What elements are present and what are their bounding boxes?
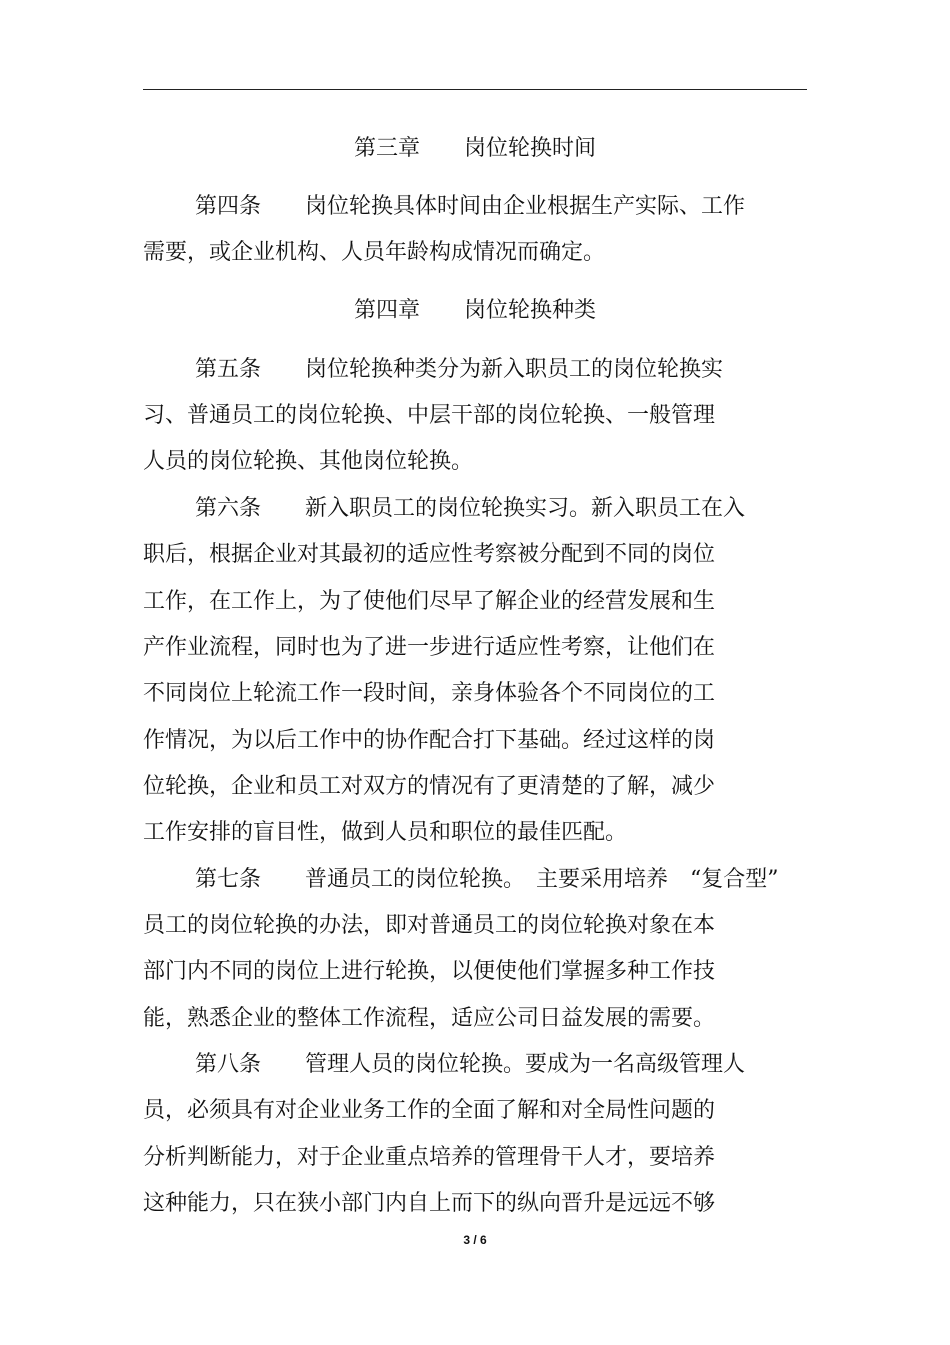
page-number: 3 / 6 <box>463 1233 487 1247</box>
article-6-line: 工作安排的盲目性，做到人员和职位的最佳匹配。 <box>143 820 628 845</box>
article-8-line: 这种能力，只在狭小部门内自上而下的纵向晋升是远远不够 <box>143 1191 716 1216</box>
article-7-line: 部门内不同的岗位上进行轮换，以便使他们掌握多种工作技 <box>143 959 716 984</box>
article-4-line: 第四条 岗位轮换具体时间由企业根据生产实际、工作 <box>195 194 746 219</box>
article-6-line: 不同岗位上轮流工作一段时间，亲身体验各个不同岗位的工 <box>143 681 716 706</box>
header-rule <box>143 89 807 90</box>
article-6-line: 位轮换，企业和员工对双方的情况有了更清楚的了解，减少 <box>143 774 716 799</box>
chapter-3-heading: 第三章 岗位轮换时间 <box>353 136 596 161</box>
article-8-line: 员，必须具有对企业业务工作的全面了解和对全局性问题的 <box>143 1098 716 1123</box>
article-4-line: 需要，或企业机构、人员年龄构成情况而确定。 <box>143 240 606 265</box>
article-6-line: 第六条 新入职员工的岗位轮换实习。新入职员工在入 <box>195 496 746 521</box>
article-8-line: 第八条 管理人员的岗位轮换。要成为一名高级管理人 <box>195 1052 746 1077</box>
article-5-line: 习、普通员工的岗位轮换、中层干部的岗位轮换、一般管理 <box>143 403 716 428</box>
article-5-line: 人员的岗位轮换、其他岗位轮换。 <box>143 449 474 474</box>
article-6-line: 产作业流程，同时也为了进一步进行适应性考察，让他们在 <box>143 635 716 660</box>
article-5-line: 第五条 岗位轮换种类分为新入职员工的岗位轮换实 <box>195 357 724 382</box>
article-6-line: 职后，根据企业对其最初的适应性考察被分配到不同的岗位 <box>143 542 716 567</box>
chapter-4-heading: 第四章 岗位轮换种类 <box>353 298 596 323</box>
article-6-line: 作情况，为以后工作中的协作配合打下基础。经过这样的岗 <box>143 728 716 753</box>
article-6-line: 工作，在工作上，为了使他们尽早了解企业的经营发展和生 <box>143 589 716 614</box>
article-7-line: 能，熟悉企业的整体工作流程，适应公司日益发展的需要。 <box>143 1006 716 1031</box>
article-8-line: 分析判断能力，对于企业重点培养的管理骨干人才，要培养 <box>143 1145 716 1170</box>
article-7-line: 员工的岗位轮换的办法，即对普通员工的岗位轮换对象在本 <box>143 913 716 938</box>
article-7-line: 第七条 普通员工的岗位轮换。 主要采用培养 “复合型” <box>195 867 779 892</box>
